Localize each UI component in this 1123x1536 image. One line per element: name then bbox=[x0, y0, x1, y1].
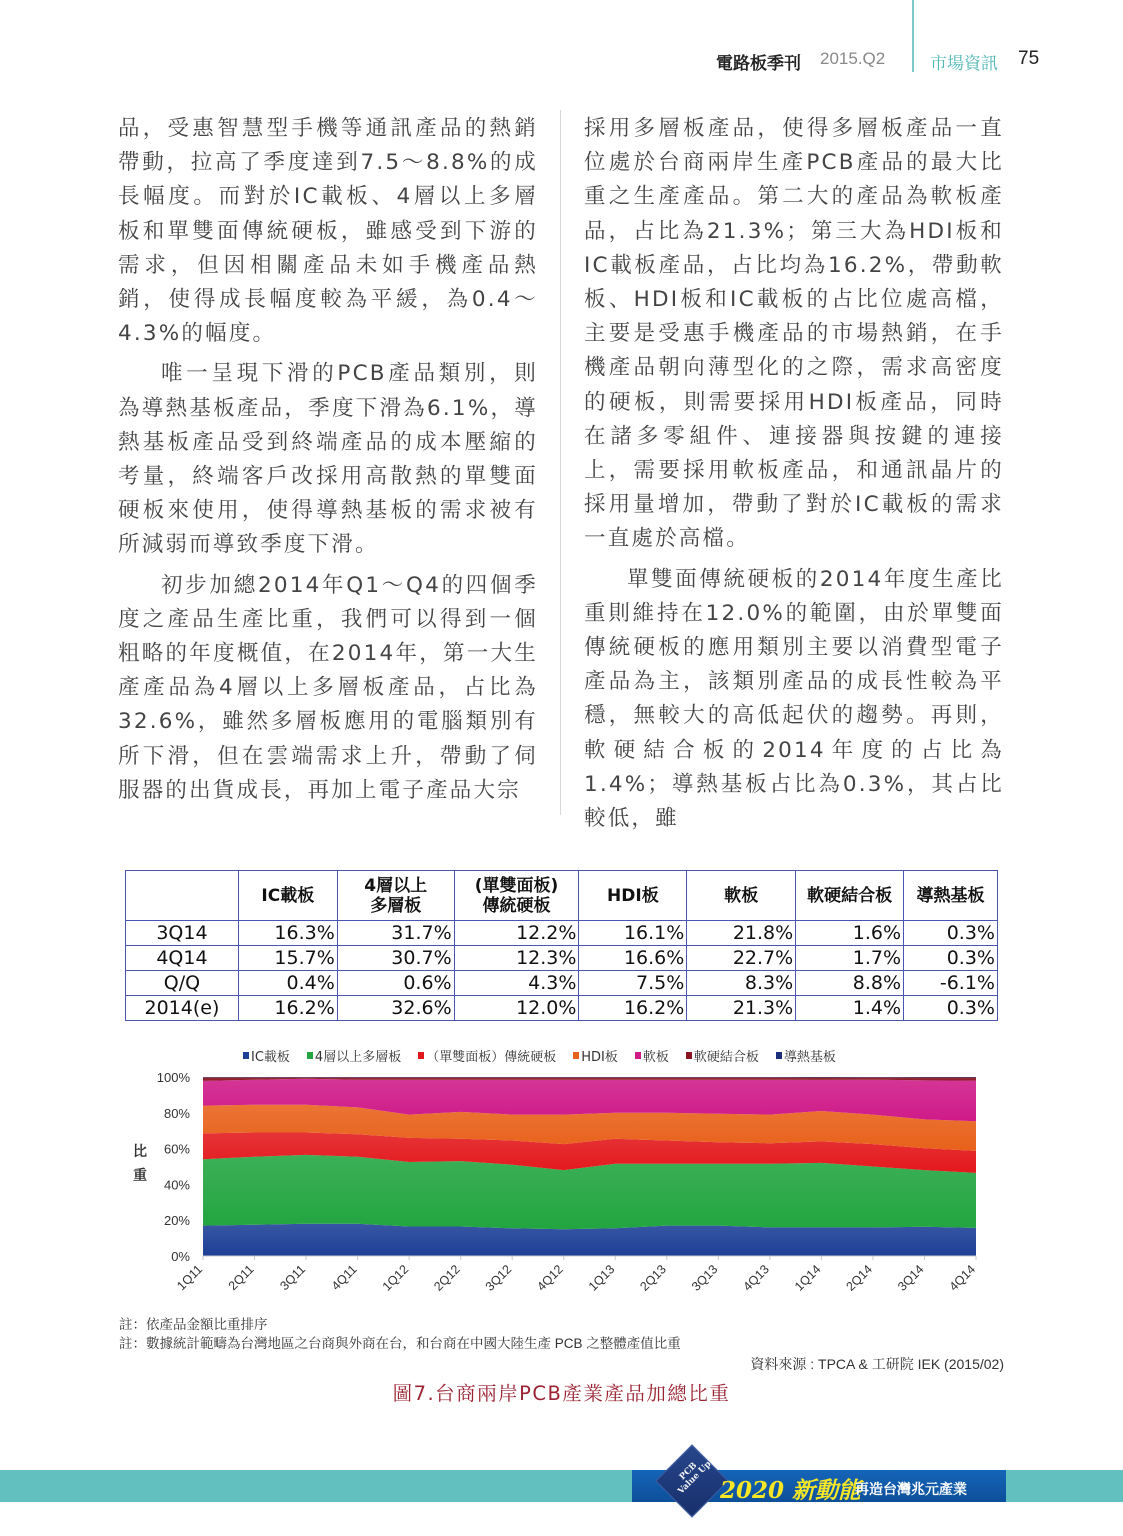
y-tick-label: 20% bbox=[163, 1213, 190, 1229]
note: 註：數據統計範疇為台灣地區之台商與外商在台，和台商在中國大陸生產 PCB 之整體產值比重 bbox=[119, 1336, 681, 1351]
legend-label: HDI板 bbox=[581, 1049, 618, 1065]
legend-swatch bbox=[418, 1052, 424, 1059]
table-header-row bbox=[126, 871, 998, 921]
journal-issue: 2015.Q2 bbox=[820, 49, 886, 68]
table-cell: 12.2% bbox=[454, 921, 579, 946]
x-tick-label: 3Q11 bbox=[277, 1262, 309, 1294]
row-label: 4Q14 bbox=[126, 946, 239, 971]
page-number: 75 bbox=[1018, 48, 1040, 69]
note: 註：依產品金額比重排序 bbox=[119, 1317, 268, 1332]
article-left-column bbox=[118, 112, 538, 814]
footer-title: 2020 新動能 bbox=[720, 1477, 862, 1504]
y-axis-label: 重 bbox=[133, 1168, 147, 1184]
legend-label: （單雙面板）傳統硬板 bbox=[426, 1049, 557, 1065]
chart-notes bbox=[119, 1315, 681, 1353]
y-tick-label: 80% bbox=[163, 1105, 190, 1121]
header-line: 4層以上 bbox=[364, 875, 428, 896]
x-tick-label: 1Q13 bbox=[585, 1262, 618, 1294]
x-tick-label: 2Q11 bbox=[225, 1262, 257, 1294]
x-tick-label: 2Q14 bbox=[843, 1262, 876, 1294]
paragraph: 初步加總2014年Q1～Q4的四個季度之產品生產比重，我們可以得到一個粗略的年度概值，在2014年，第一大生產產品為4層以上多層板產品，占比為32.6%，雖然多層板應用的電腦類別有所下滑，但在雲端需求上升，帶動了伺服器的出貨成長，再加上電子產品大宗 bbox=[118, 572, 538, 803]
table-cell: 7.5% bbox=[579, 971, 687, 996]
table-cell: 12.3% bbox=[454, 946, 579, 971]
header-divider bbox=[912, 0, 914, 72]
header-line: (單雙面板) bbox=[474, 875, 559, 896]
table-cell: 0.3% bbox=[904, 996, 998, 1021]
legend-label: 4層以上多層板 bbox=[314, 1049, 402, 1065]
x-tick-label: 1Q11 bbox=[174, 1262, 206, 1294]
page-header bbox=[0, 0, 1123, 95]
table-cell: 16.1% bbox=[579, 921, 687, 946]
paragraph: 單雙面傳統硬板的2014年度生產比重則維持在12.0%的範圍，由於單雙面傳統硬板的應用類別主要以消費型電子產品為主，該類別產品的成長性較為平穩，無較大的高低起伏的趨勢。再則，軟硬結合板的2014年度的占比為1.4%；導熱基板占比為0.3%，其占比較低，雖 bbox=[584, 566, 1004, 832]
table-cell: 1.7% bbox=[796, 946, 904, 971]
y-tick-label: 40% bbox=[163, 1177, 190, 1193]
paragraph: 唯一呈現下滑的PCB產品類別，則為導熱基板產品，季度下滑為6.1%，導熱基板產品受到終端產品的成本壓縮的考量，終端客戶改採用高散熱的單雙面硬板來使用，使得導熱基板的需求被有所減弱而導致季度下滑。 bbox=[118, 361, 538, 558]
table-cell: 16.2% bbox=[579, 996, 687, 1021]
table-cell: 21.3% bbox=[687, 996, 796, 1021]
x-tick-label: 1Q14 bbox=[791, 1262, 824, 1294]
x-tick-label: 3Q14 bbox=[895, 1262, 927, 1294]
table-cell: 16.3% bbox=[238, 921, 337, 946]
table-row bbox=[126, 996, 998, 1021]
table-header: IC載板 bbox=[238, 871, 337, 921]
table-cell: 22.7% bbox=[687, 946, 796, 971]
article-right-column bbox=[584, 112, 1004, 842]
legend-swatch bbox=[635, 1052, 641, 1059]
table-row bbox=[126, 971, 998, 996]
legend-swatch bbox=[573, 1052, 579, 1059]
legend-label: 軟板 bbox=[642, 1049, 669, 1065]
x-tick-label: 1Q12 bbox=[379, 1262, 412, 1294]
legend-label: IC載板 bbox=[251, 1049, 290, 1065]
journal-title: 電路板季刊 bbox=[716, 54, 801, 74]
table-cell: 0.4% bbox=[238, 971, 337, 996]
legend-label: 導熱基板 bbox=[783, 1049, 836, 1065]
y-tick-label: 0% bbox=[171, 1249, 190, 1264]
share-table bbox=[125, 870, 998, 1021]
table-header: 軟板 bbox=[687, 871, 796, 921]
legend-label: 軟硬結合板 bbox=[693, 1049, 759, 1065]
table-cell: 0.3% bbox=[904, 946, 998, 971]
figure-caption: 圖7.台商兩岸PCB產業產品加總比重 bbox=[392, 1382, 731, 1405]
table-cell: 30.7% bbox=[337, 946, 454, 971]
table-row bbox=[126, 946, 998, 971]
table-header: 軟硬結合板 bbox=[796, 871, 904, 921]
logo-text: PCB Value Up bbox=[676, 1459, 714, 1497]
table-header: HDI板 bbox=[579, 871, 687, 921]
table-cell: 1.4% bbox=[796, 996, 904, 1021]
x-tick-label: 3Q13 bbox=[688, 1262, 721, 1294]
table-header: 導熱基板 bbox=[904, 871, 998, 921]
y-tick-label: 60% bbox=[163, 1141, 190, 1157]
header-line: 多層板 bbox=[370, 895, 422, 916]
x-tick-label: 2Q12 bbox=[431, 1262, 463, 1294]
paragraph: 採用多層板產品，使得多層板產品一直位處於台商兩岸生產PCB產品的最大比重之生產產品。第二大的產品為軟板產品，占比為21.3%；第三大為HDI板和IC載板產品，占比均為16.2%，帶動軟板、HDI板和IC載板的占比位處高檔，主要是受惠手機產品的市場熱銷，在手機產品朝向薄型化的之際，需求高密度的硬板，則需要採用HDI板產品，同時在諸多零組件、連接器與按鍵的連接上，需要採用軟板產品，和通訊晶片的採用量增加，帶動了對於IC載板的需求一直處於高檔。 bbox=[584, 116, 1004, 552]
table-cell: 32.6% bbox=[337, 996, 454, 1021]
legend-swatch bbox=[307, 1052, 313, 1059]
table-cell: 16.2% bbox=[238, 996, 337, 1021]
x-tick-label: 4Q13 bbox=[740, 1262, 772, 1294]
x-tick-label: 4Q14 bbox=[946, 1262, 979, 1294]
table-header bbox=[337, 871, 454, 921]
row-label: 3Q14 bbox=[126, 921, 239, 946]
x-tick-label: 2Q13 bbox=[637, 1262, 669, 1294]
table-cell: 8.3% bbox=[687, 971, 796, 996]
x-tick-label: 4Q12 bbox=[534, 1262, 566, 1294]
table-cell: 1.6% bbox=[796, 921, 904, 946]
row-label: 2014(e) bbox=[126, 996, 239, 1021]
paragraph: 品，受惠智慧型手機等通訊產品的熱銷帶動，拉高了季度達到7.5～8.8%的成長幅度。而對於IC載板、4層以上多層板和單雙面傳統硬板，雖感受到下游的需求，但因相關產品未如手機產品熱銷，使得成長幅度較為平緩，為0.4～4.3%的幅度。 bbox=[118, 116, 538, 347]
footer-subtitle: 再造台灣兆元產業 bbox=[855, 1482, 967, 1498]
y-axis-label: 比 bbox=[133, 1144, 147, 1160]
legend-swatch bbox=[243, 1052, 249, 1059]
table-cell: 0.6% bbox=[337, 971, 454, 996]
table-cell: 15.7% bbox=[238, 946, 337, 971]
table-header bbox=[126, 871, 239, 921]
table-cell: 31.7% bbox=[337, 921, 454, 946]
y-tick-label: 100% bbox=[156, 1070, 190, 1085]
data-source: 資料來源 : TPCA & 工研院 IEK (2015/02) bbox=[750, 1356, 1004, 1372]
table-cell: 16.6% bbox=[579, 946, 687, 971]
table-cell: 4.3% bbox=[454, 971, 579, 996]
header-line: 傳統硬板 bbox=[482, 895, 551, 916]
column-divider bbox=[560, 110, 561, 815]
x-tick-label: 3Q12 bbox=[482, 1262, 515, 1294]
table-cell: 12.0% bbox=[454, 996, 579, 1021]
table-cell: 0.3% bbox=[904, 921, 998, 946]
legend-swatch bbox=[686, 1052, 692, 1059]
table-cell: 8.8% bbox=[796, 971, 904, 996]
section-name: 市場資訊 bbox=[930, 54, 998, 74]
legend-swatch bbox=[776, 1052, 782, 1059]
table-cell: -6.1% bbox=[904, 971, 998, 996]
x-tick-label: 4Q11 bbox=[328, 1262, 360, 1294]
table-cell: 21.8% bbox=[687, 921, 796, 946]
row-label: Q/Q bbox=[126, 971, 239, 996]
table-header bbox=[454, 871, 579, 921]
stacked-area-chart bbox=[110, 1060, 990, 1310]
table-row bbox=[126, 921, 998, 946]
